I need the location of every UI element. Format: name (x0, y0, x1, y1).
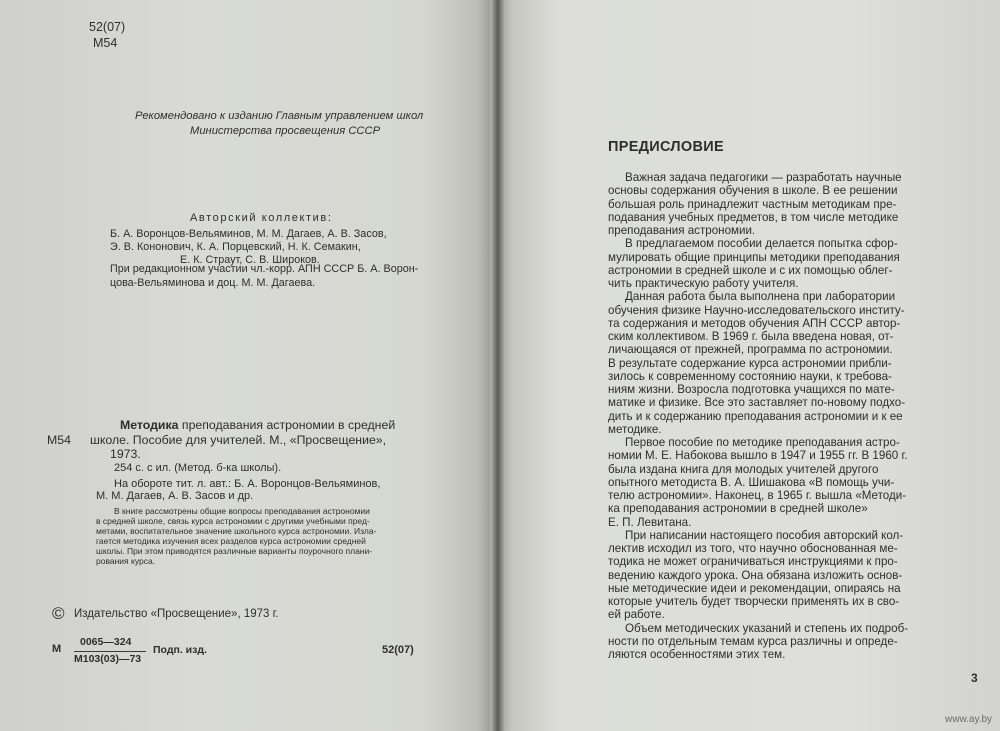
biblio-margin-code: М54 (47, 433, 71, 447)
preface-line: астрономии в средней школе и с их помощью облег- (608, 263, 893, 277)
preface-line: ные методические идеи и рекомендации, опираясь на (608, 581, 901, 595)
page-number: 3 (971, 671, 978, 685)
preface-line: Е. П. Левитана. (608, 515, 692, 529)
editorial-line-2: цова-Вельяминова и доц. М. М. Дагаева. (110, 277, 316, 289)
preface-line: В результате содержание курса астрономии прибли- (608, 356, 892, 370)
authors-heading: Авторский коллектив: (190, 212, 333, 224)
preface-line: мулировать общие принципы методики преподавания (608, 250, 900, 264)
preface-line: та содержания и методов обучения АПН СССР автор- (608, 316, 901, 330)
authors-line-3: Е. К. Страут, С. В. Широков. (180, 254, 320, 266)
annotation-line-1: В книге рассмотрены общие вопросы преподавания астрономии (114, 506, 370, 516)
biblio-line-2: школе. Пособие для учителей. М., «Просвещение», (90, 433, 387, 447)
footer-code: 52(07) (382, 644, 414, 656)
footer-note: Подп. изд. (153, 644, 207, 656)
annotation-line-2: в средней школе, связь курса астрономии с другими учебными пред- (96, 516, 370, 526)
copyright-text: Издательство «Просвещение», 1973 г. (74, 608, 279, 620)
preface-line: ведению каждого урока. Она обязана изложить основ- (608, 568, 903, 582)
footer-numerator: 0065—324 (80, 636, 132, 648)
annotation-line-5: школы. При этом приводятся различные варианты поурочного плани- (96, 546, 373, 556)
biblio-title: Методика (120, 418, 179, 432)
preface-line: ей работе. (608, 608, 665, 622)
annotation-line-3: метами, воспитательное значение школьного курса астрономии. Изла- (96, 526, 377, 536)
preface-line: преподавания астрономии. (608, 224, 756, 237)
footer-letter: М (52, 643, 62, 655)
catalog-code: M54 (93, 36, 118, 50)
preface-line: тодика не может ограничиваться инструкциями к про- (608, 555, 898, 569)
footer-fraction-bar (74, 651, 146, 652)
preface-line: личающаяся от прежней, программа по астрономии. (608, 343, 893, 357)
preface-line: основы содержания обучения в школе. В ее решении (608, 184, 898, 198)
preface-line: обучения физике Научно-исследовательского институ- (608, 303, 905, 317)
preface-line: номии М. Е. Набокова вышло в 1947 и 1955 гг. В 1960 г. (608, 449, 908, 463)
editorial-line-1: При редакционном участии чл.-корр. АПН СССР Б. А. Ворон- (110, 263, 419, 275)
biblio-line-1 (120, 418, 395, 432)
biblio-line-3: 1973. (110, 447, 141, 461)
preface-line: Важная задача педагогики — разработать научные (625, 171, 902, 184)
book-spine (490, 0, 504, 731)
preface-line: Данная работа была выполнена при лаборатории (625, 290, 896, 304)
biblio-reverse-line-1: На обороте тит. л. авт.: Б. А. Воронцов-Вельяминов, (114, 478, 381, 490)
preface-line: ским коллективом. В 1969 г. была введена новая, от- (608, 330, 894, 343)
recommendation-line-1: Рекомендовано к изданию Главным управлением школ (135, 110, 424, 122)
preface-line: большая роль принадлежит частным методикам пре- (608, 197, 897, 211)
copyright-icon: © (52, 604, 65, 623)
annotation-line-4: гается методика изучения всех разделов курса астрономии средней (96, 536, 366, 546)
watermark: www.ay.by (945, 714, 993, 725)
authors-line-1: Б. А. Воронцов-Вельяминов, М. М. Дагаев, А. В. Засов, (110, 228, 387, 240)
biblio-line-1-rest: преподавания астрономии в средней (181, 418, 396, 432)
right-page (497, 0, 1000, 731)
preface-line: Объем методических указаний и степень их подроб- (625, 621, 909, 635)
preface-line: опытного методиста В. А. Шишакова «В помощь учи- (608, 475, 895, 489)
recommendation-line-2: Министерства просвещения СССР (190, 125, 381, 137)
preface-line: подавания учебных предметов, в том числе методике (608, 210, 899, 224)
preface-line: ляются особенностями этих тем. (608, 648, 786, 661)
footer-denominator: М103(03)—73 (74, 653, 142, 665)
preface-line: телю астрономии». Наконец, в 1965 г. вышла «Методи- (608, 489, 907, 502)
preface-line: В предлагаемом пособии делается попытка сфор- (625, 237, 898, 251)
biblio-reverse-line-2: М. М. Дагаев, А. В. Засов и др. (96, 490, 254, 502)
biblio-pages: 254 с. с ил. (Метод. б-ка школы). (114, 462, 282, 474)
preface-line: лектив исходил из того, что научно обоснованная ме- (608, 542, 898, 555)
preface-line: ности по отдельным темам курса различны и опреде- (608, 634, 898, 648)
preface-line: матике и физике. Все это заставляет по-новому подхо- (608, 396, 906, 410)
preface-heading: ПРЕДИСЛОВИЕ (608, 139, 724, 155)
class-code: 52(07) (89, 20, 126, 34)
preface-line: была издана книга для молодых учителей другого (608, 462, 879, 476)
preface-line: ка преподавания астрономии в средней школе» (608, 502, 868, 516)
preface-line: дить и к содержанию преподавания астрономии и к ее (608, 409, 903, 423)
preface-line: зилось к современному состоянию науки, к требова- (608, 369, 892, 383)
preface-line: Первое пособие по методике преподавания астро- (625, 436, 900, 449)
preface-line: ниям жизни. Возросла подготовка учащихся по мате- (608, 383, 895, 396)
annotation-line-6: рования курса. (96, 556, 156, 566)
authors-line-2: Э. В. Кононович, К. А. Порцевский, Н. К. Семакин, (110, 241, 361, 253)
preface-line: При написании настоящего пособия авторский кол- (625, 528, 904, 542)
preface-line: методике. (608, 422, 662, 436)
preface-line: чить практическую работу учителя. (608, 277, 799, 290)
preface-line: которые учитель будет творчески применять их в сво- (608, 595, 900, 608)
left-page (0, 0, 497, 731)
